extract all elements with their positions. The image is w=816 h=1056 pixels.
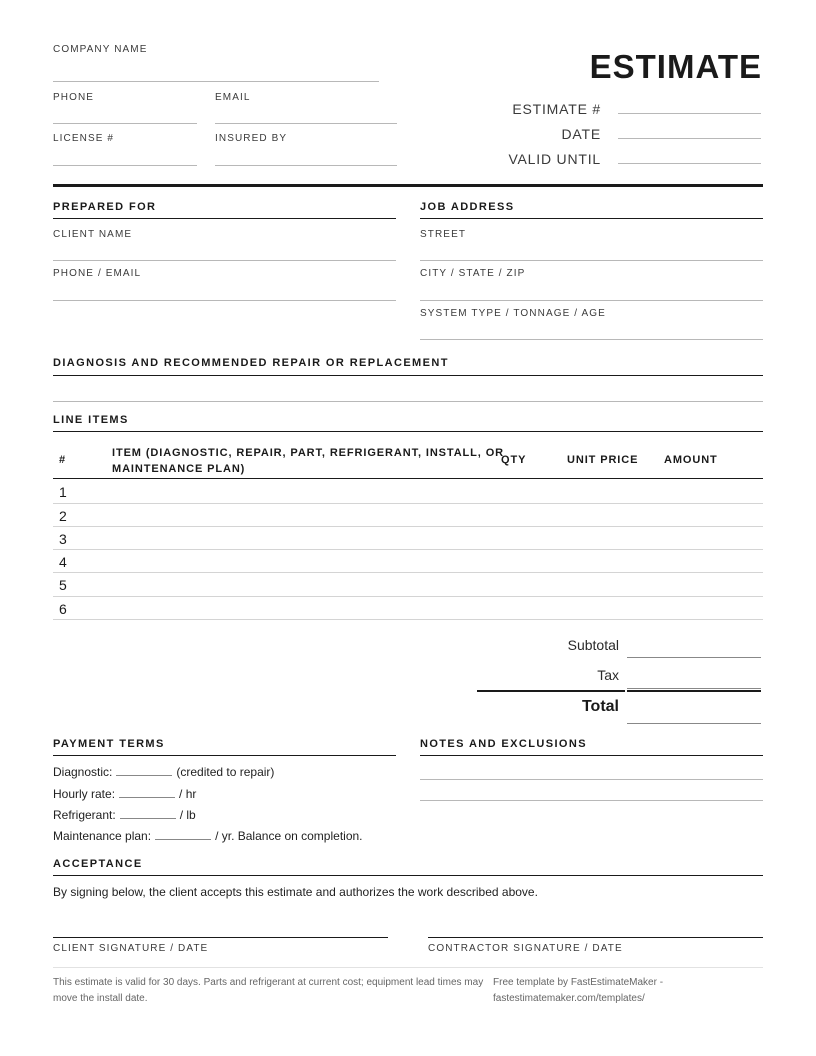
date-field[interactable] xyxy=(618,138,761,139)
client-name-field[interactable] xyxy=(53,260,396,261)
total-field[interactable] xyxy=(627,723,761,724)
column-unit-price-header: UNIT PRICE xyxy=(567,454,639,466)
validity-note-line2: move the install date. xyxy=(53,993,148,1004)
estimate-number-label: ESTIMATE # xyxy=(512,101,601,117)
hourly-rate-suffix: / hr xyxy=(179,787,197,801)
phone-email-label: PHONE / EMAIL xyxy=(53,268,142,279)
total-label: Total xyxy=(581,698,619,715)
hourly-rate-label: Hourly rate: xyxy=(53,787,116,801)
acceptance-text: By signing below, the client accepts this estimate and authorizes the work described above. xyxy=(53,885,538,899)
license-label: LICENSE # xyxy=(53,133,115,144)
table-row-3-number: 3 xyxy=(59,531,67,547)
tax-label: Tax xyxy=(597,667,619,683)
subtotal-label: Subtotal xyxy=(567,637,619,653)
line-items-rule xyxy=(53,431,763,432)
maintenance-plan-field[interactable] xyxy=(155,830,211,840)
table-row-5[interactable] xyxy=(53,596,763,597)
email-field[interactable] xyxy=(215,123,397,124)
diagnosis-heading: DIAGNOSIS AND RECOMMENDED REPAIR OR REPLACEMENT xyxy=(53,357,449,369)
insured-by-field[interactable] xyxy=(215,165,397,166)
column-item-header-line1: ITEM (DIAGNOSTIC, REPAIR, PART, REFRIGERANT, INSTALL, OR xyxy=(112,447,505,459)
phone-label: PHONE xyxy=(53,92,95,103)
table-row-4[interactable] xyxy=(53,572,763,573)
notes-rule xyxy=(420,755,763,756)
client-signature-label: CLIENT SIGNATURE / DATE xyxy=(53,943,209,954)
diagnosis-rule xyxy=(53,375,763,376)
license-field[interactable] xyxy=(53,165,197,166)
total-rule-right xyxy=(627,690,761,692)
system-type-field[interactable] xyxy=(420,339,763,340)
prepared-for-heading: PREPARED FOR xyxy=(53,201,157,213)
column-item-header-line2: MAINTENANCE PLAN) xyxy=(112,463,246,475)
template-credit-line1: Free template by FastEstimateMaker - xyxy=(493,977,664,988)
street-field[interactable] xyxy=(420,260,763,261)
maintenance-plan-suffix: / yr. Balance on completion. xyxy=(215,829,363,843)
contractor-signature-field[interactable] xyxy=(428,937,763,938)
validity-note xyxy=(53,975,493,1007)
maintenance-plan-label: Maintenance plan: xyxy=(53,829,152,843)
diagnosis-field[interactable] xyxy=(53,401,763,402)
job-address-rule xyxy=(420,218,763,219)
table-row-6[interactable] xyxy=(53,619,763,620)
notes-heading: NOTES AND EXCLUSIONS xyxy=(420,738,587,750)
notes-line-2[interactable] xyxy=(420,800,763,801)
table-header-rule xyxy=(53,478,763,479)
document-title: ESTIMATE xyxy=(589,48,762,85)
diagnostic-term-label: Diagnostic: xyxy=(53,765,113,779)
hourly-rate-field[interactable] xyxy=(119,788,175,798)
payment-terms-heading: PAYMENT TERMS xyxy=(53,738,165,750)
template-credit xyxy=(493,975,763,1007)
phone-email-field[interactable] xyxy=(53,300,396,301)
total-rule-left xyxy=(477,690,625,692)
prepared-for-rule xyxy=(53,218,396,219)
refrigerant-rate-field[interactable] xyxy=(120,809,176,819)
company-name-field[interactable] xyxy=(53,81,379,82)
company-name-label: COMPANY NAME xyxy=(53,44,148,55)
estimate-number-field[interactable] xyxy=(618,113,761,114)
line-items-heading: LINE ITEMS xyxy=(53,414,129,426)
column-qty-header: QTY xyxy=(501,454,527,466)
city-state-zip-field[interactable] xyxy=(420,300,763,301)
date-label: DATE xyxy=(561,126,601,142)
header-divider xyxy=(53,184,763,187)
column-item-header xyxy=(112,445,504,477)
diagnostic-term-suffix: (credited to repair) xyxy=(176,765,275,779)
table-row-1[interactable] xyxy=(53,503,763,504)
system-type-label: SYSTEM TYPE / TONNAGE / AGE xyxy=(420,308,606,319)
table-row-3[interactable] xyxy=(53,549,763,550)
maintenance-plan-term xyxy=(53,829,363,843)
table-row-2[interactable] xyxy=(53,526,763,527)
client-name-label: CLIENT NAME xyxy=(53,229,133,240)
contractor-signature-label: CONTRACTOR SIGNATURE / DATE xyxy=(428,943,623,954)
acceptance-heading: ACCEPTANCE xyxy=(53,858,143,870)
diagnostic-term xyxy=(53,765,274,779)
subtotal-field[interactable] xyxy=(627,657,761,658)
validity-note-line1: This estimate is valid for 30 days. Parts and refrigerant at current cost; equipment lead times may xyxy=(53,977,484,988)
template-credit-link[interactable]: fastestimatemaker.com/templates/ xyxy=(493,993,645,1004)
acceptance-rule xyxy=(53,875,763,876)
valid-until-field[interactable] xyxy=(618,163,761,164)
email-label: EMAIL xyxy=(215,92,251,103)
job-address-heading: JOB ADDRESS xyxy=(420,201,515,213)
client-signature-field[interactable] xyxy=(53,937,388,938)
valid-until-label: VALID UNTIL xyxy=(508,151,601,167)
notes-line-1[interactable] xyxy=(420,779,763,780)
column-amount-header: AMOUNT xyxy=(664,454,718,466)
payment-terms-rule xyxy=(53,755,396,756)
street-label: STREET xyxy=(420,229,467,240)
tax-field[interactable] xyxy=(627,688,761,689)
column-number-header: # xyxy=(59,454,67,466)
table-row-4-number: 4 xyxy=(59,554,67,570)
table-row-5-number: 5 xyxy=(59,577,67,593)
footer-divider xyxy=(53,967,763,968)
refrigerant-label: Refrigerant: xyxy=(53,808,116,822)
city-state-zip-label: CITY / STATE / ZIP xyxy=(420,268,526,279)
table-row-6-number: 6 xyxy=(59,601,67,617)
refrigerant-suffix: / lb xyxy=(179,808,196,822)
table-row-2-number: 2 xyxy=(59,508,67,524)
phone-field[interactable] xyxy=(53,123,197,124)
diagnostic-fee-field[interactable] xyxy=(116,766,172,776)
table-row-1-number: 1 xyxy=(59,484,67,500)
refrigerant-term xyxy=(53,808,196,822)
insured-by-label: INSURED BY xyxy=(215,133,288,144)
hourly-rate-term xyxy=(53,787,196,801)
